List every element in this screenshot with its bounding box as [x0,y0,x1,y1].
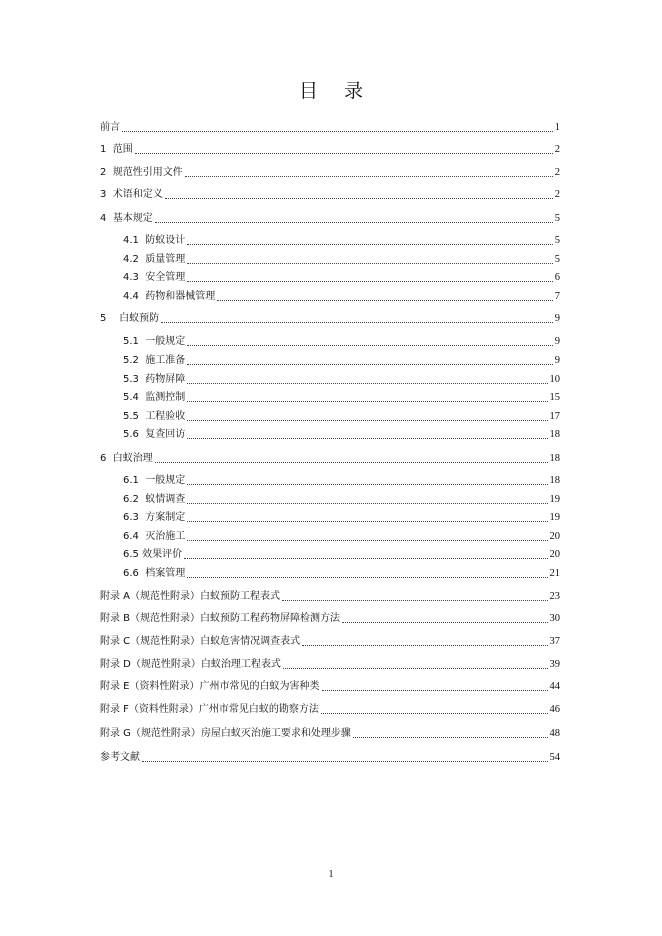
toc-entry-page: 44 [549,681,560,692]
toc-dot-leader [165,198,553,199]
toc-dot-leader [184,558,547,559]
toc-dot-leader [321,713,548,714]
toc-dot-leader [187,484,547,485]
toc-entry-page: 2 [554,189,560,200]
toc-entry-page: 5 [554,235,560,246]
toc-entry-page: 23 [549,591,560,602]
toc-entry-label: 4.2 质量管理 [123,254,186,265]
toc-entry-label: 6.5 效果评价 [123,549,183,560]
toc-entry-page: 9 [554,336,560,347]
toc-entry-page: 5 [554,213,560,224]
toc-dot-leader [187,281,552,282]
toc-entry[interactable] [100,703,560,717]
toc-entry-page: 37 [549,636,560,647]
toc-entry-page: 19 [549,512,560,523]
toc-entry-label: 5.5 工程验收 [123,411,186,422]
toc-dot-leader [187,420,547,421]
toc-entry[interactable] [100,658,560,672]
toc-entry-label: 6.6 档案管理 [123,568,186,579]
toc-entry[interactable] [100,751,560,765]
toc-entry[interactable] [123,493,560,507]
toc-entry-page: 6 [554,272,560,283]
toc-dot-leader [283,668,548,669]
toc-entry-page: 39 [549,659,560,670]
toc-entry-label: 前言 [100,122,120,133]
toc-entry-page: 15 [549,392,560,403]
toc-entry-label: 5.1 一般规定 [123,336,186,347]
toc-entry-label: 6.3 方案制定 [123,512,186,523]
toc-entry-page: 9 [554,313,560,324]
toc-entry[interactable] [100,166,560,180]
toc-entry-label: 附录 E（资料性附录）广州市常见的白蚁为害种类 [100,681,320,692]
toc-entry[interactable] [123,511,560,525]
toc-entry-label: 4 基本规定 [100,213,153,224]
toc-dot-leader [187,577,547,578]
toc-dot-leader [187,503,547,504]
toc-dot-leader [282,600,547,601]
toc-entry-label: 3 术语和定义 [100,189,163,200]
toc-entry[interactable] [123,335,560,349]
toc-entry-page: 19 [549,494,560,505]
toc-entry[interactable] [123,548,560,562]
toc-entry[interactable] [100,590,560,604]
toc-entry-page: 30 [549,613,560,624]
toc-entry[interactable] [123,530,560,544]
toc-entry-page: 48 [549,728,560,739]
toc-dot-leader [187,540,547,541]
toc-dot-leader [122,131,553,132]
toc-entry[interactable] [100,612,560,626]
toc-entry[interactable] [100,121,560,135]
toc-dot-leader [185,176,553,177]
toc-entry[interactable] [100,727,560,741]
toc-entry-page: 17 [549,411,560,422]
toc-dot-leader [155,222,553,223]
toc-dot-leader [187,383,547,384]
toc-entry[interactable] [123,428,560,442]
toc-entry[interactable] [123,234,560,248]
toc-entry-label: 4.1 防蚁设计 [123,235,186,246]
toc-entry-page: 18 [549,429,560,440]
toc-entry-page: 54 [549,752,560,763]
toc-entry[interactable] [123,391,560,405]
toc-dot-leader [342,622,547,623]
title-char-left: 目 [298,80,318,102]
toc-dot-leader [142,761,548,762]
toc-dot-leader [161,322,553,323]
toc-entry-label: 6.2 蚁情调查 [123,494,186,505]
toc-entry-page: 9 [554,355,560,366]
toc-entry-label: 6.4 灭治施工 [123,531,186,542]
toc-dot-leader [322,690,548,691]
toc-entry[interactable] [100,680,560,694]
page-number: 1 [328,869,334,880]
toc-entry-page: 5 [554,254,560,265]
toc-entry-page: 20 [549,531,560,542]
toc-entry-page: 18 [549,475,560,486]
toc-dot-leader [187,263,552,264]
toc-entry-label: 6 白蚁治理 [100,453,153,464]
toc-dot-leader [217,300,552,301]
toc-dot-leader [187,521,547,522]
toc-entry-label: 4.3 安全管理 [123,272,186,283]
toc-entry[interactable] [100,452,560,466]
toc-entry-label: 1 范围 [100,144,133,155]
toc-entry-page: 1 [554,122,560,133]
toc-dot-leader [187,244,552,245]
toc-dot-leader [187,345,552,346]
toc-entry[interactable] [123,290,560,304]
toc-entry-label: 参考文献 [100,752,140,763]
toc-entry-page: 2 [554,167,560,178]
toc-entry-label: 5.3 药物屏障 [123,374,186,385]
toc-entry-page: 2 [554,144,560,155]
toc-dot-leader [187,401,547,402]
toc-entry-page: 7 [554,291,560,302]
toc-entry-page: 20 [549,549,560,560]
toc-entry[interactable] [123,354,560,368]
toc-entry-label: 2 规范性引用文件 [100,167,183,178]
toc-entry[interactable] [100,188,560,202]
toc-entry[interactable] [123,253,560,267]
toc-entry-label: 5 白蚁预防 [100,313,160,324]
toc-entry-label: 5.6 复查回访 [123,429,186,440]
toc-entry[interactable] [100,635,560,649]
toc-entry-label: 附录 B（规范性附录）白蚁预防工程药物屏障检测方法 [100,613,341,624]
toc-entry[interactable] [123,474,560,488]
toc-entry[interactable] [123,373,560,387]
toc-entry-label: 附录 A（规范性附录）白蚁预防工程表式 [100,591,281,602]
toc-dot-leader [187,364,552,365]
toc-entry[interactable] [100,143,560,157]
toc-entry-page: 10 [549,374,560,385]
toc-entry[interactable] [123,567,560,581]
toc-entry-label: 5.4 监测控制 [123,392,186,403]
toc-entry-label: 6.1 一般规定 [123,475,186,486]
toc-entry[interactable] [123,271,560,285]
toc-entry[interactable] [100,312,560,326]
toc-dot-leader [302,645,547,646]
toc-entry-label: 附录 C（规范性附录）白蚁危害情况调查表式 [100,636,301,647]
toc-entry-label: 5.2 施工准备 [123,355,186,366]
toc-dot-leader [135,153,553,154]
toc-entry-label: 附录 F（资料性附录）广州市常见白蚁的勘察方法 [100,704,319,715]
toc-dot-leader [187,438,547,439]
toc-entry-label: 附录 G（规范性附录）房屋白蚁灭治施工要求和处理步骤 [100,728,351,739]
toc-entry-label: 附录 D（规范性附录）白蚁治理工程表式 [100,659,281,670]
toc-entry[interactable] [123,410,560,424]
toc-entry-page: 46 [549,704,560,715]
title-char-right: 录 [344,80,364,102]
toc-entry-page: 21 [549,568,560,579]
toc-entry-label: 4.4 药物和器械管理 [123,291,216,302]
toc-dot-leader [353,737,548,738]
toc-dot-leader [155,462,548,463]
toc-entry[interactable] [100,212,560,226]
toc-entry-page: 18 [549,453,560,464]
page-title [0,76,662,103]
